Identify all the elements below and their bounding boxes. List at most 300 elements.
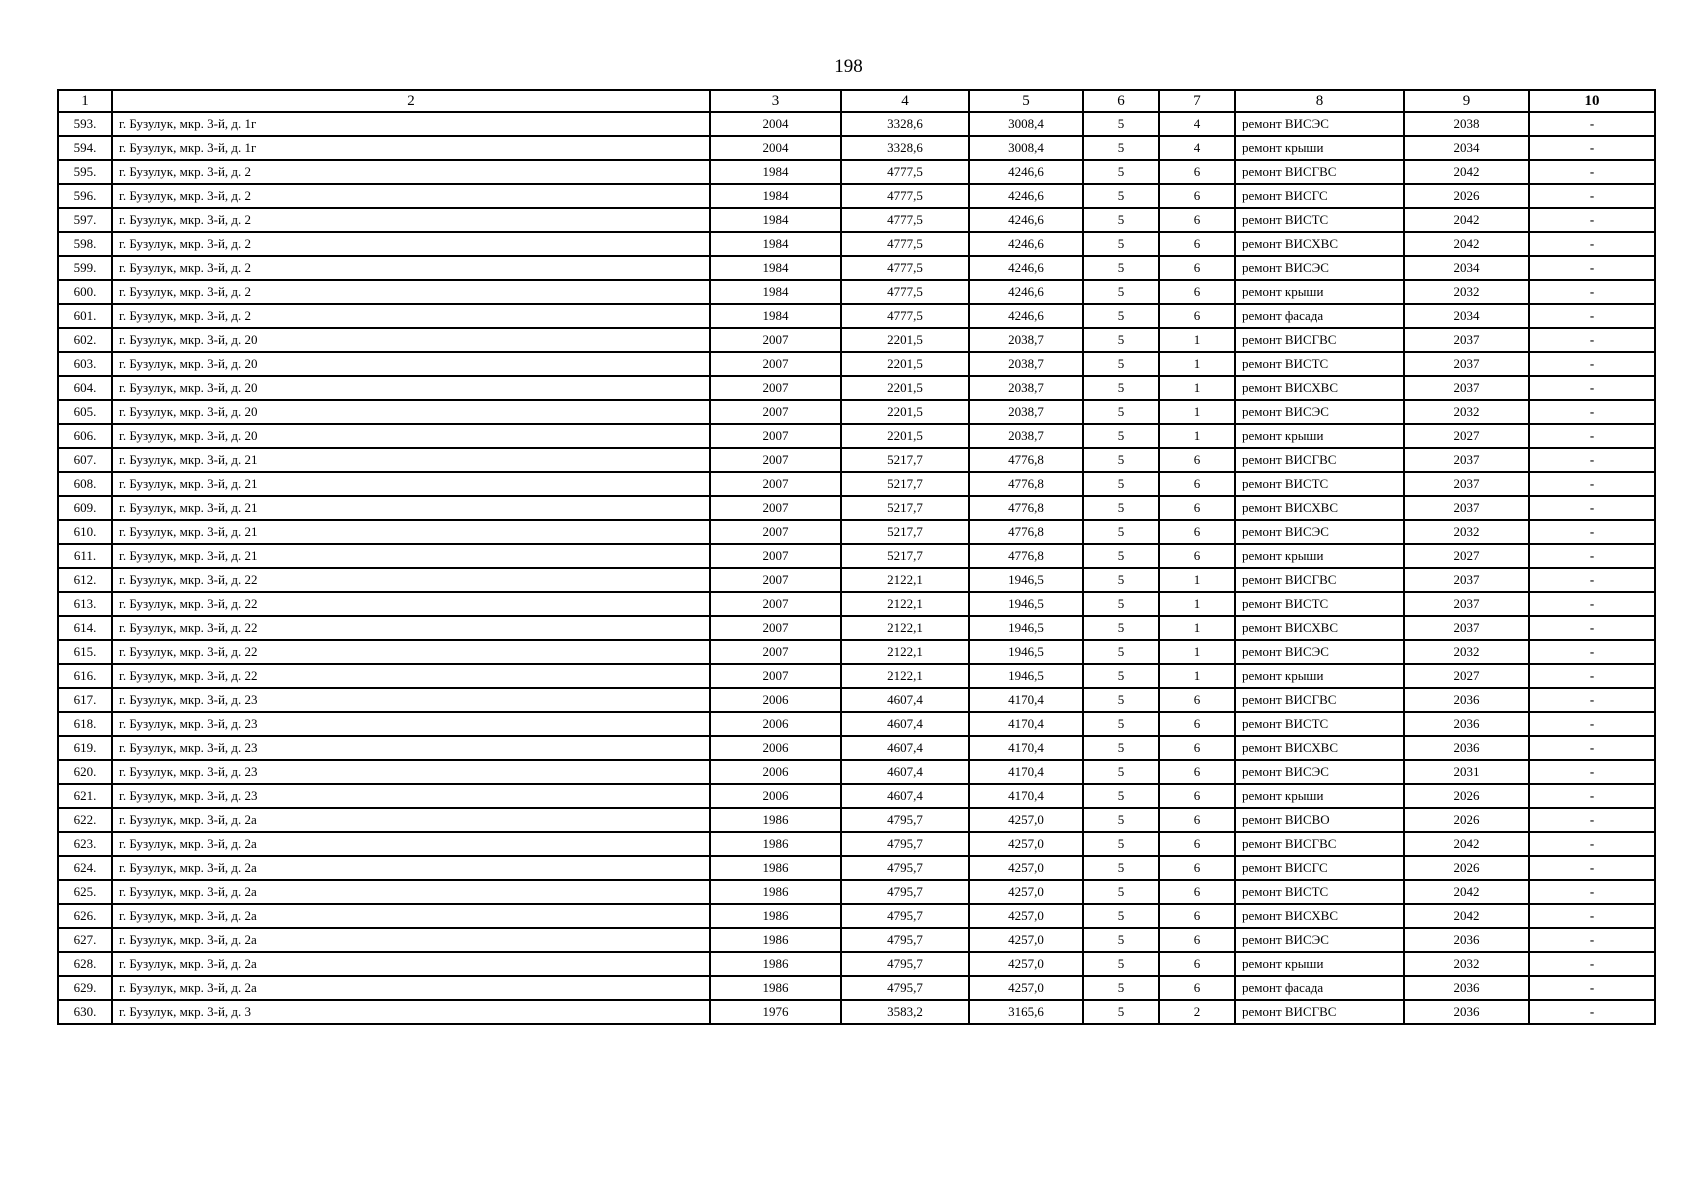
total-area-cell: 4795,7: [841, 832, 969, 856]
total-area-cell: 4607,4: [841, 736, 969, 760]
total-area-cell: 4777,5: [841, 232, 969, 256]
row-number-cell: 626.: [58, 904, 112, 928]
cost-cell: -: [1529, 424, 1655, 448]
year-built-cell: 1986: [710, 928, 841, 952]
floors-cell: 5: [1083, 208, 1159, 232]
floors-cell: 5: [1083, 424, 1159, 448]
floors-cell: 5: [1083, 1000, 1159, 1024]
cost-cell: -: [1529, 184, 1655, 208]
floors-cell: 5: [1083, 952, 1159, 976]
work-type-cell: ремонт ВИСГВС: [1235, 328, 1404, 352]
living-area-cell: 4246,6: [969, 232, 1083, 256]
work-type-cell: ремонт крыши: [1235, 544, 1404, 568]
address-cell: г. Бузулук, мкр. 3-й, д. 21: [112, 496, 710, 520]
cost-cell: -: [1529, 496, 1655, 520]
address-cell: г. Бузулук, мкр. 3-й, д. 2а: [112, 928, 710, 952]
planned-year-cell: 2042: [1404, 880, 1529, 904]
column-number: 10: [1529, 90, 1655, 112]
cost-cell: -: [1529, 280, 1655, 304]
row-number-cell: 625.: [58, 880, 112, 904]
planned-year-cell: 2036: [1404, 1000, 1529, 1024]
living-area-cell: 4776,8: [969, 472, 1083, 496]
floors-cell: 5: [1083, 376, 1159, 400]
address-cell: г. Бузулук, мкр. 3-й, д. 2: [112, 280, 710, 304]
address-cell: г. Бузулук, мкр. 3-й, д. 21: [112, 520, 710, 544]
address-cell: г. Бузулук, мкр. 3-й, д. 21: [112, 544, 710, 568]
cost-cell: -: [1529, 928, 1655, 952]
year-built-cell: 2007: [710, 376, 841, 400]
entrances-cell: 6: [1159, 736, 1235, 760]
total-area-cell: 4607,4: [841, 760, 969, 784]
table-row: [58, 856, 1655, 880]
work-type-cell: ремонт ВИСХВС: [1235, 496, 1404, 520]
address-cell: г. Бузулук, мкр. 3-й, д. 20: [112, 424, 710, 448]
cost-cell: -: [1529, 688, 1655, 712]
table-row: [58, 664, 1655, 688]
table-row: [58, 640, 1655, 664]
total-area-cell: 5217,7: [841, 544, 969, 568]
total-area-cell: 2201,5: [841, 376, 969, 400]
total-area-cell: 4777,5: [841, 256, 969, 280]
total-area-cell: 5217,7: [841, 472, 969, 496]
year-built-cell: 1976: [710, 1000, 841, 1024]
planned-year-cell: 2042: [1404, 232, 1529, 256]
row-number-cell: 608.: [58, 472, 112, 496]
work-type-cell: ремонт ВИСТС: [1235, 472, 1404, 496]
entrances-cell: 6: [1159, 832, 1235, 856]
cost-cell: -: [1529, 520, 1655, 544]
floors-cell: 5: [1083, 688, 1159, 712]
entrances-cell: 6: [1159, 856, 1235, 880]
planned-year-cell: 2037: [1404, 376, 1529, 400]
living-area-cell: 1946,5: [969, 592, 1083, 616]
table-row: [58, 472, 1655, 496]
living-area-cell: 2038,7: [969, 328, 1083, 352]
living-area-cell: 4170,4: [969, 760, 1083, 784]
address-cell: г. Бузулук, мкр. 3-й, д. 23: [112, 736, 710, 760]
total-area-cell: 2122,1: [841, 592, 969, 616]
total-area-cell: 4777,5: [841, 208, 969, 232]
entrances-cell: 6: [1159, 256, 1235, 280]
living-area-cell: 1946,5: [969, 640, 1083, 664]
floors-cell: 5: [1083, 304, 1159, 328]
total-area-cell: 2122,1: [841, 640, 969, 664]
cost-cell: -: [1529, 664, 1655, 688]
table-row: [58, 208, 1655, 232]
work-type-cell: ремонт крыши: [1235, 952, 1404, 976]
total-area-cell: 2201,5: [841, 400, 969, 424]
table-row: [58, 760, 1655, 784]
year-built-cell: 2007: [710, 616, 841, 640]
entrances-cell: 6: [1159, 928, 1235, 952]
floors-cell: 5: [1083, 568, 1159, 592]
table-row: [58, 232, 1655, 256]
planned-year-cell: 2027: [1404, 424, 1529, 448]
row-number-cell: 599.: [58, 256, 112, 280]
planned-year-cell: 2032: [1404, 520, 1529, 544]
entrances-cell: 6: [1159, 712, 1235, 736]
table-row: [58, 112, 1655, 136]
floors-cell: 5: [1083, 832, 1159, 856]
total-area-cell: 3328,6: [841, 136, 969, 160]
cost-cell: -: [1529, 304, 1655, 328]
table-row: [58, 568, 1655, 592]
year-built-cell: 2007: [710, 472, 841, 496]
cost-cell: -: [1529, 112, 1655, 136]
table-row: [58, 280, 1655, 304]
planned-year-cell: 2037: [1404, 616, 1529, 640]
address-cell: г. Бузулук, мкр. 3-й, д. 21: [112, 448, 710, 472]
table-row: [58, 808, 1655, 832]
cost-cell: -: [1529, 976, 1655, 1000]
living-area-cell: 4257,0: [969, 880, 1083, 904]
floors-cell: 5: [1083, 544, 1159, 568]
entrances-cell: 6: [1159, 232, 1235, 256]
address-cell: г. Бузулук, мкр. 3-й, д. 23: [112, 712, 710, 736]
year-built-cell: 2007: [710, 352, 841, 376]
planned-year-cell: 2034: [1404, 256, 1529, 280]
address-cell: г. Бузулук, мкр. 3-й, д. 2: [112, 256, 710, 280]
work-type-cell: ремонт ВИСГВС: [1235, 1000, 1404, 1024]
living-area-cell: 4170,4: [969, 712, 1083, 736]
address-cell: г. Бузулук, мкр. 3-й, д. 20: [112, 400, 710, 424]
total-area-cell: 4607,4: [841, 712, 969, 736]
work-type-cell: ремонт крыши: [1235, 136, 1404, 160]
entrances-cell: 1: [1159, 664, 1235, 688]
address-cell: г. Бузулук, мкр. 3-й, д. 23: [112, 760, 710, 784]
entrances-cell: 1: [1159, 352, 1235, 376]
row-number-cell: 598.: [58, 232, 112, 256]
work-type-cell: ремонт фасада: [1235, 304, 1404, 328]
row-number-cell: 619.: [58, 736, 112, 760]
living-area-cell: 4246,6: [969, 208, 1083, 232]
table-row: [58, 520, 1655, 544]
planned-year-cell: 2037: [1404, 496, 1529, 520]
living-area-cell: 4170,4: [969, 784, 1083, 808]
floors-cell: 5: [1083, 640, 1159, 664]
total-area-cell: 3583,2: [841, 1000, 969, 1024]
floors-cell: 5: [1083, 880, 1159, 904]
address-cell: г. Бузулук, мкр. 3-й, д. 22: [112, 616, 710, 640]
living-area-cell: 4257,0: [969, 976, 1083, 1000]
work-type-cell: ремонт ВИСГВС: [1235, 568, 1404, 592]
living-area-cell: 2038,7: [969, 376, 1083, 400]
year-built-cell: 1986: [710, 808, 841, 832]
row-number-cell: 596.: [58, 184, 112, 208]
table-row: [58, 400, 1655, 424]
row-number-cell: 630.: [58, 1000, 112, 1024]
living-area-cell: 4257,0: [969, 808, 1083, 832]
entrances-cell: 6: [1159, 880, 1235, 904]
work-type-cell: ремонт ВИСХВС: [1235, 904, 1404, 928]
total-area-cell: 2201,5: [841, 424, 969, 448]
total-area-cell: 4607,4: [841, 784, 969, 808]
planned-year-cell: 2032: [1404, 280, 1529, 304]
work-type-cell: ремонт ВИСГВС: [1235, 688, 1404, 712]
table-body: [58, 90, 1655, 1024]
total-area-cell: 2122,1: [841, 616, 969, 640]
total-area-cell: 4795,7: [841, 928, 969, 952]
year-built-cell: 2007: [710, 400, 841, 424]
work-type-cell: ремонт ВИСТС: [1235, 352, 1404, 376]
year-built-cell: 2007: [710, 448, 841, 472]
work-type-cell: ремонт фасада: [1235, 976, 1404, 1000]
planned-year-cell: 2042: [1404, 208, 1529, 232]
address-cell: г. Бузулук, мкр. 3-й, д. 22: [112, 592, 710, 616]
entrances-cell: 6: [1159, 280, 1235, 304]
row-number-cell: 620.: [58, 760, 112, 784]
planned-year-cell: 2037: [1404, 568, 1529, 592]
floors-cell: 5: [1083, 712, 1159, 736]
cost-cell: -: [1529, 712, 1655, 736]
living-area-cell: 4776,8: [969, 544, 1083, 568]
work-type-cell: ремонт ВИСГВС: [1235, 832, 1404, 856]
living-area-cell: 4257,0: [969, 928, 1083, 952]
year-built-cell: 2007: [710, 568, 841, 592]
planned-year-cell: 2027: [1404, 664, 1529, 688]
cost-cell: -: [1529, 208, 1655, 232]
row-number-cell: 624.: [58, 856, 112, 880]
floors-cell: 5: [1083, 352, 1159, 376]
floors-cell: 5: [1083, 808, 1159, 832]
floors-cell: 5: [1083, 760, 1159, 784]
column-number: 4: [841, 90, 969, 112]
living-area-cell: 4170,4: [969, 688, 1083, 712]
planned-year-cell: 2037: [1404, 472, 1529, 496]
total-area-cell: 2122,1: [841, 664, 969, 688]
entrances-cell: 1: [1159, 568, 1235, 592]
year-built-cell: 1986: [710, 904, 841, 928]
cost-cell: -: [1529, 856, 1655, 880]
cost-cell: -: [1529, 472, 1655, 496]
work-type-cell: ремонт крыши: [1235, 280, 1404, 304]
row-number-cell: 613.: [58, 592, 112, 616]
cost-cell: -: [1529, 376, 1655, 400]
table-row: [58, 712, 1655, 736]
entrances-cell: 6: [1159, 976, 1235, 1000]
floors-cell: 5: [1083, 856, 1159, 880]
floors-cell: 5: [1083, 736, 1159, 760]
planned-year-cell: 2037: [1404, 328, 1529, 352]
year-built-cell: 1986: [710, 976, 841, 1000]
row-number-cell: 593.: [58, 112, 112, 136]
entrances-cell: 1: [1159, 400, 1235, 424]
living-area-cell: 4246,6: [969, 304, 1083, 328]
table-row: [58, 880, 1655, 904]
row-number-cell: 609.: [58, 496, 112, 520]
work-type-cell: ремонт ВИСХВС: [1235, 736, 1404, 760]
row-number-cell: 597.: [58, 208, 112, 232]
row-number-cell: 595.: [58, 160, 112, 184]
entrances-cell: 6: [1159, 904, 1235, 928]
work-type-cell: ремонт ВИСГВС: [1235, 448, 1404, 472]
planned-year-cell: 2032: [1404, 952, 1529, 976]
table-row: [58, 424, 1655, 448]
cost-cell: -: [1529, 832, 1655, 856]
cost-cell: -: [1529, 256, 1655, 280]
address-cell: г. Бузулук, мкр. 3-й, д. 2а: [112, 808, 710, 832]
year-built-cell: 2007: [710, 640, 841, 664]
row-number-cell: 623.: [58, 832, 112, 856]
table-row: [58, 976, 1655, 1000]
total-area-cell: 2201,5: [841, 328, 969, 352]
floors-cell: 5: [1083, 328, 1159, 352]
table-row: [58, 136, 1655, 160]
year-built-cell: 2007: [710, 520, 841, 544]
total-area-cell: 5217,7: [841, 448, 969, 472]
living-area-cell: 4776,8: [969, 448, 1083, 472]
living-area-cell: 4246,6: [969, 184, 1083, 208]
table-row: [58, 688, 1655, 712]
table-row: [58, 928, 1655, 952]
year-built-cell: 2007: [710, 496, 841, 520]
living-area-cell: 4246,6: [969, 280, 1083, 304]
floors-cell: 5: [1083, 784, 1159, 808]
living-area-cell: 4776,8: [969, 520, 1083, 544]
entrances-cell: 6: [1159, 496, 1235, 520]
entrances-cell: 1: [1159, 376, 1235, 400]
entrances-cell: 2: [1159, 1000, 1235, 1024]
living-area-cell: 3008,4: [969, 136, 1083, 160]
table-row: [58, 160, 1655, 184]
work-type-cell: ремонт ВИСЭС: [1235, 520, 1404, 544]
entrances-cell: 4: [1159, 112, 1235, 136]
planned-year-cell: 2026: [1404, 808, 1529, 832]
living-area-cell: 2038,7: [969, 352, 1083, 376]
year-built-cell: 2006: [710, 784, 841, 808]
entrances-cell: 6: [1159, 304, 1235, 328]
row-number-cell: 618.: [58, 712, 112, 736]
year-built-cell: 2007: [710, 664, 841, 688]
planned-year-cell: 2026: [1404, 856, 1529, 880]
work-type-cell: ремонт ВИСЭС: [1235, 928, 1404, 952]
floors-cell: 5: [1083, 496, 1159, 520]
total-area-cell: 4777,5: [841, 304, 969, 328]
column-number-row: [58, 90, 1655, 112]
cost-cell: -: [1529, 232, 1655, 256]
cost-cell: -: [1529, 1000, 1655, 1024]
table-row: [58, 376, 1655, 400]
cost-cell: -: [1529, 448, 1655, 472]
table-row: [58, 184, 1655, 208]
entrances-cell: 1: [1159, 616, 1235, 640]
floors-cell: 5: [1083, 160, 1159, 184]
work-type-cell: ремонт ВИСХВС: [1235, 616, 1404, 640]
floors-cell: 5: [1083, 400, 1159, 424]
address-cell: г. Бузулук, мкр. 3-й, д. 2а: [112, 856, 710, 880]
table-row: [58, 1000, 1655, 1024]
year-built-cell: 1984: [710, 256, 841, 280]
planned-year-cell: 2038: [1404, 112, 1529, 136]
repair-schedule-table: [57, 89, 1656, 1025]
total-area-cell: 4795,7: [841, 856, 969, 880]
row-number-cell: 611.: [58, 544, 112, 568]
cost-cell: -: [1529, 544, 1655, 568]
entrances-cell: 1: [1159, 592, 1235, 616]
planned-year-cell: 2042: [1404, 832, 1529, 856]
total-area-cell: 4607,4: [841, 688, 969, 712]
table-row: [58, 328, 1655, 352]
cost-cell: -: [1529, 352, 1655, 376]
entrances-cell: 6: [1159, 520, 1235, 544]
cost-cell: -: [1529, 880, 1655, 904]
row-number-cell: 601.: [58, 304, 112, 328]
column-number: 1: [58, 90, 112, 112]
address-cell: г. Бузулук, мкр. 3-й, д. 2а: [112, 976, 710, 1000]
row-number-cell: 603.: [58, 352, 112, 376]
row-number-cell: 614.: [58, 616, 112, 640]
entrances-cell: 6: [1159, 952, 1235, 976]
address-cell: г. Бузулук, мкр. 3-й, д. 23: [112, 784, 710, 808]
address-cell: г. Бузулук, мкр. 3-й, д. 22: [112, 568, 710, 592]
total-area-cell: 4777,5: [841, 280, 969, 304]
cost-cell: -: [1529, 592, 1655, 616]
year-built-cell: 1986: [710, 952, 841, 976]
column-number: 5: [969, 90, 1083, 112]
work-type-cell: ремонт ВИСТС: [1235, 712, 1404, 736]
row-number-cell: 606.: [58, 424, 112, 448]
address-cell: г. Бузулук, мкр. 3-й, д. 2а: [112, 832, 710, 856]
entrances-cell: 1: [1159, 424, 1235, 448]
entrances-cell: 1: [1159, 640, 1235, 664]
address-cell: г. Бузулук, мкр. 3-й, д. 20: [112, 352, 710, 376]
row-number-cell: 621.: [58, 784, 112, 808]
entrances-cell: 6: [1159, 688, 1235, 712]
work-type-cell: ремонт ВИСТС: [1235, 592, 1404, 616]
work-type-cell: ремонт ВИСТС: [1235, 880, 1404, 904]
row-number-cell: 604.: [58, 376, 112, 400]
column-number: 7: [1159, 90, 1235, 112]
living-area-cell: 2038,7: [969, 424, 1083, 448]
year-built-cell: 2006: [710, 736, 841, 760]
planned-year-cell: 2036: [1404, 976, 1529, 1000]
address-cell: г. Бузулук, мкр. 3-й, д. 2а: [112, 880, 710, 904]
cost-cell: -: [1529, 400, 1655, 424]
work-type-cell: ремонт ВИСЭС: [1235, 256, 1404, 280]
column-number: 3: [710, 90, 841, 112]
year-built-cell: 2004: [710, 112, 841, 136]
address-cell: г. Бузулук, мкр. 3-й, д. 1г: [112, 112, 710, 136]
cost-cell: -: [1529, 136, 1655, 160]
year-built-cell: 1984: [710, 280, 841, 304]
planned-year-cell: 2027: [1404, 544, 1529, 568]
column-number: 6: [1083, 90, 1159, 112]
floors-cell: 5: [1083, 448, 1159, 472]
table-row: [58, 352, 1655, 376]
table-row: [58, 784, 1655, 808]
address-cell: г. Бузулук, мкр. 3-й, д. 20: [112, 328, 710, 352]
planned-year-cell: 2026: [1404, 784, 1529, 808]
planned-year-cell: 2037: [1404, 448, 1529, 472]
cost-cell: -: [1529, 808, 1655, 832]
living-area-cell: 4257,0: [969, 952, 1083, 976]
address-cell: г. Бузулук, мкр. 3-й, д. 2а: [112, 952, 710, 976]
year-built-cell: 1984: [710, 208, 841, 232]
table-row: [58, 904, 1655, 928]
column-number: 9: [1404, 90, 1529, 112]
row-number-cell: 617.: [58, 688, 112, 712]
planned-year-cell: 2032: [1404, 400, 1529, 424]
floors-cell: 5: [1083, 664, 1159, 688]
floors-cell: 5: [1083, 520, 1159, 544]
total-area-cell: 4777,5: [841, 184, 969, 208]
table-row: [58, 256, 1655, 280]
planned-year-cell: 2031: [1404, 760, 1529, 784]
living-area-cell: 4246,6: [969, 256, 1083, 280]
floors-cell: 5: [1083, 112, 1159, 136]
work-type-cell: ремонт ВИСЭС: [1235, 760, 1404, 784]
year-built-cell: 1986: [710, 856, 841, 880]
